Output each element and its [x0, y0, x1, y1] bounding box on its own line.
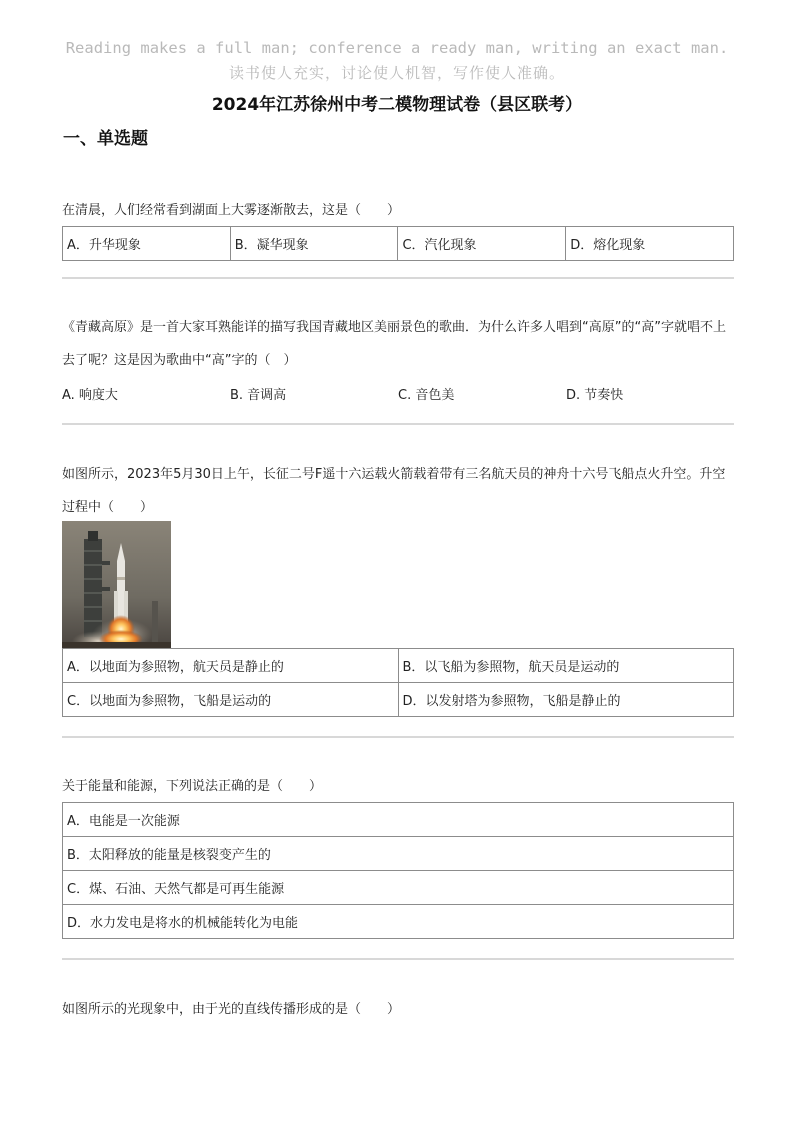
question-1-option-b[interactable]: B．凝华现象 [230, 227, 398, 261]
question-2-option-d[interactable]: D. 节奏快 [566, 388, 624, 403]
divider [62, 423, 734, 425]
question-2-stem: 《青藏高原》是一首大家耳熟能详的描写我国青藏地区美丽景色的歌曲．为什么许多人唱到“高原”的“高”字就唱不上去了呢？这是因为歌曲中“高”字的（ ） [62, 320, 726, 368]
question-1-options [62, 226, 734, 261]
question-3-option-a[interactable]: A．以地面为参照物，航天员是静止的 [63, 649, 399, 683]
question-4-option-c[interactable]: C．煤、石油、天然气都是可再生能源 [63, 871, 734, 905]
divider [62, 958, 734, 960]
question-3-options [62, 648, 734, 717]
question-2-option-a[interactable]: A. 响度大 [62, 388, 118, 403]
question-3-option-c[interactable]: C．以地面为参照物，飞船是运动的 [63, 683, 399, 717]
divider [62, 277, 734, 279]
divider [62, 736, 734, 738]
question-3-option-d[interactable]: D．以发射塔为参照物，飞船是静止的 [398, 683, 734, 717]
question-4-options [62, 802, 734, 939]
question-4-option-a[interactable]: A．电能是一次能源 [63, 803, 734, 837]
question-1-stem: 在清晨，人们经常看到湖面上大雾逐渐散去，这是（ ） [62, 203, 401, 218]
question-2-options [62, 384, 734, 403]
question-1-option-c[interactable]: C．汽化现象 [398, 227, 566, 261]
question-4-option-d[interactable]: D．水力发电是将水的机械能转化为电能 [63, 905, 734, 939]
question-1-option-a[interactable]: A．升华现象 [63, 227, 231, 261]
watermark-chinese: 读书使人充实，讨论使人机智，写作使人准确。 [228, 64, 565, 82]
question-3-option-b[interactable]: B．以飞船为参照物，航天员是运动的 [398, 649, 734, 683]
question-4-option-b[interactable]: B．太阳释放的能量是核裂变产生的 [63, 837, 734, 871]
question-3-stem: 如图所示，2023年5月30日上午，长征二号F遥十六运载火箭载着带有三名航天员的神舟十六号飞船点火升空。升空过程中（ ） [62, 467, 726, 515]
rocket-launch-image [62, 521, 171, 648]
section-heading: 一、单选题 [63, 129, 148, 149]
question-2-option-c[interactable]: C. 音色美 [398, 388, 455, 403]
question-5-stem: 如图所示的光现象中，由于光的直线传播形成的是（ ） [62, 1002, 401, 1017]
question-4-stem: 关于能量和能源，下列说法正确的是（ ） [62, 779, 323, 794]
question-1-option-d[interactable]: D．熔化现象 [566, 227, 734, 261]
page-title: 2024年江苏徐州中考二模物理试卷（县区联考） [211, 95, 583, 115]
question-2-option-b[interactable]: B. 音调高 [230, 388, 287, 403]
watermark-english: Reading makes a full man; conference a ready man, writing an exact man. [65, 39, 729, 57]
